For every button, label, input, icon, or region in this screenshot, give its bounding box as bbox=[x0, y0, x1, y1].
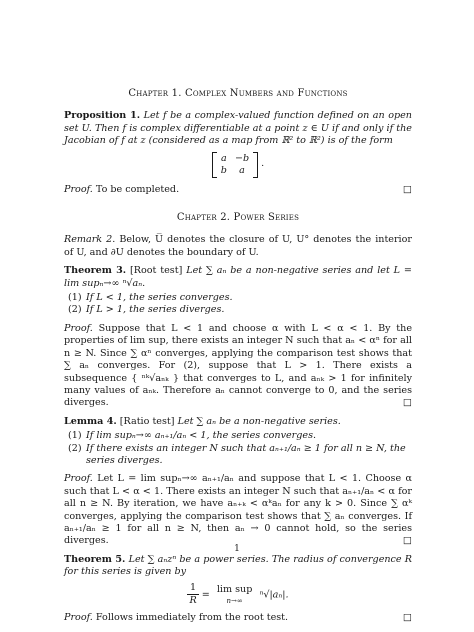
proof-5-label: Proof. bbox=[64, 612, 93, 624]
proof-1 bbox=[64, 184, 412, 196]
jacobian-matrix bbox=[64, 152, 412, 178]
formula-equals: = bbox=[201, 589, 210, 600]
proposition-1-text: Let f be a complex-valued function defined on an open set U. Then f is complex differentiable at a point z ∈ U if and only if the Jacobian of f at z (considered as a map from ℝ² to ℝ²) is of the form bbox=[64, 110, 412, 147]
matrix-period: . bbox=[261, 158, 265, 170]
list-item: (1) If lim supₙ→∞ aₙ₊₁/aₙ < 1, the series converges. bbox=[68, 430, 317, 442]
qed-symbol: □ bbox=[402, 535, 412, 547]
matrix-cell: a bbox=[221, 152, 227, 164]
page-number: 1 bbox=[234, 544, 240, 554]
qed-symbol: □ bbox=[402, 183, 412, 195]
chapter-2-heading: Chapter 2. Power Series bbox=[176, 212, 300, 224]
matrix-cell: b bbox=[220, 164, 227, 176]
lemma-4-tag: [Ratio test] bbox=[119, 415, 175, 427]
lemma-4-label: Lemma 4. bbox=[64, 415, 117, 427]
theorem-5-text: Let ∑ aₙzⁿ be a power series. The radius of convergence R for this series is given by bbox=[64, 553, 412, 578]
theorem-3-tag: [Root test] bbox=[130, 265, 183, 277]
list-item: (2) If L > 1, the series diverges. bbox=[68, 304, 225, 316]
lemma-4 bbox=[64, 416, 412, 428]
formula-limsup: lim sup bbox=[216, 584, 253, 596]
proof-3 bbox=[64, 323, 412, 410]
proof-1-label: Proof. bbox=[64, 183, 93, 195]
proposition-1-label: Proposition 1. bbox=[64, 110, 141, 122]
proposition-1 bbox=[64, 110, 412, 177]
qed-symbol: □ bbox=[402, 397, 412, 409]
matrix-cell: −b bbox=[234, 152, 250, 164]
matrix-cell: a bbox=[239, 164, 245, 176]
theorem-3-text: Let ∑ aₙ be a non-negative series and let L = lim supₙ→∞ ⁿ√aₙ. bbox=[64, 265, 412, 289]
proof-3-text: Suppose that L < 1 and choose α with L < α < 1. By the properties of lim sup, there exists an integer N such that aₙ < αⁿ for all n ≥ N. Since ∑ αⁿ converges, applying the comparison test shows that ∑ aₙ converges. For (2), suppose that L > 1. There exists a subsequence { ⁿᵏ√aₙₖ } that converges to L, and aₙₖ > 1 for infinitely many values of aₙₖ. Therefore aₙ cannot converge to 0, and the series diverges. bbox=[64, 322, 412, 409]
proof-3-label: Proof. bbox=[64, 322, 93, 334]
list-item: (1) If L < 1, the series converges. bbox=[68, 292, 233, 304]
list-item: (2) If there exists an integer N such that aₙ₊₁/aₙ ≥ 1 for all n ≥ N, the series diverges. bbox=[68, 442, 406, 466]
formula-numerator: 1 bbox=[187, 582, 198, 595]
theorem-5 bbox=[64, 554, 412, 579]
proof-4 bbox=[64, 473, 412, 547]
radius-formula bbox=[64, 582, 412, 608]
chapter-1-heading: Chapter 1. Complex Numbers and Functions bbox=[128, 88, 348, 99]
proof-4-text: Let L = lim supₙ→∞ aₙ₊₁/aₙ and suppose that L < 1. Choose α such that L < α < 1. There exists an integer N such that aₙ₊₁/aₙ < α for all n ≥ N. By iteration, we have aₙ₊ₖ < αᵏaₙ for any k > 0. Since ∑ αᵏ converges, applying the comparison test shows that ∑ aₙ converges. If aₙ₊₁/aₙ ≥ 1 for all n ≥ N, then aₙ → 0 cannot hold, so the series diverges. bbox=[64, 473, 412, 547]
proof-4-label: Proof. bbox=[64, 473, 93, 485]
proof-1-text: To be completed. bbox=[95, 183, 180, 195]
formula-limsup-sub: n→∞ bbox=[226, 596, 243, 605]
lemma-4-cases bbox=[64, 430, 412, 467]
theorem-3 bbox=[64, 265, 412, 290]
proof-5 bbox=[64, 612, 412, 624]
proof-5-text: Follows immediately from the root test. bbox=[95, 612, 289, 624]
theorem-3-cases bbox=[64, 292, 412, 317]
qed-symbol: □ bbox=[402, 612, 412, 624]
remark-2 bbox=[64, 234, 412, 259]
remark-2-label: Remark 2. bbox=[64, 234, 116, 246]
remark-2-text: Below, U̅ denotes the closure of U, U° denotes the interior of U, and ∂U denotes the boundary of U. bbox=[64, 234, 412, 258]
formula-rhs: ⁿ√|aₙ|. bbox=[259, 589, 289, 600]
theorem-5-label: Theorem 5. bbox=[64, 553, 126, 565]
formula-denominator: R bbox=[189, 595, 197, 606]
lemma-4-text: Let ∑ aₙ be a non-negative series. bbox=[177, 415, 341, 427]
theorem-3-label: Theorem 3. bbox=[64, 265, 127, 277]
